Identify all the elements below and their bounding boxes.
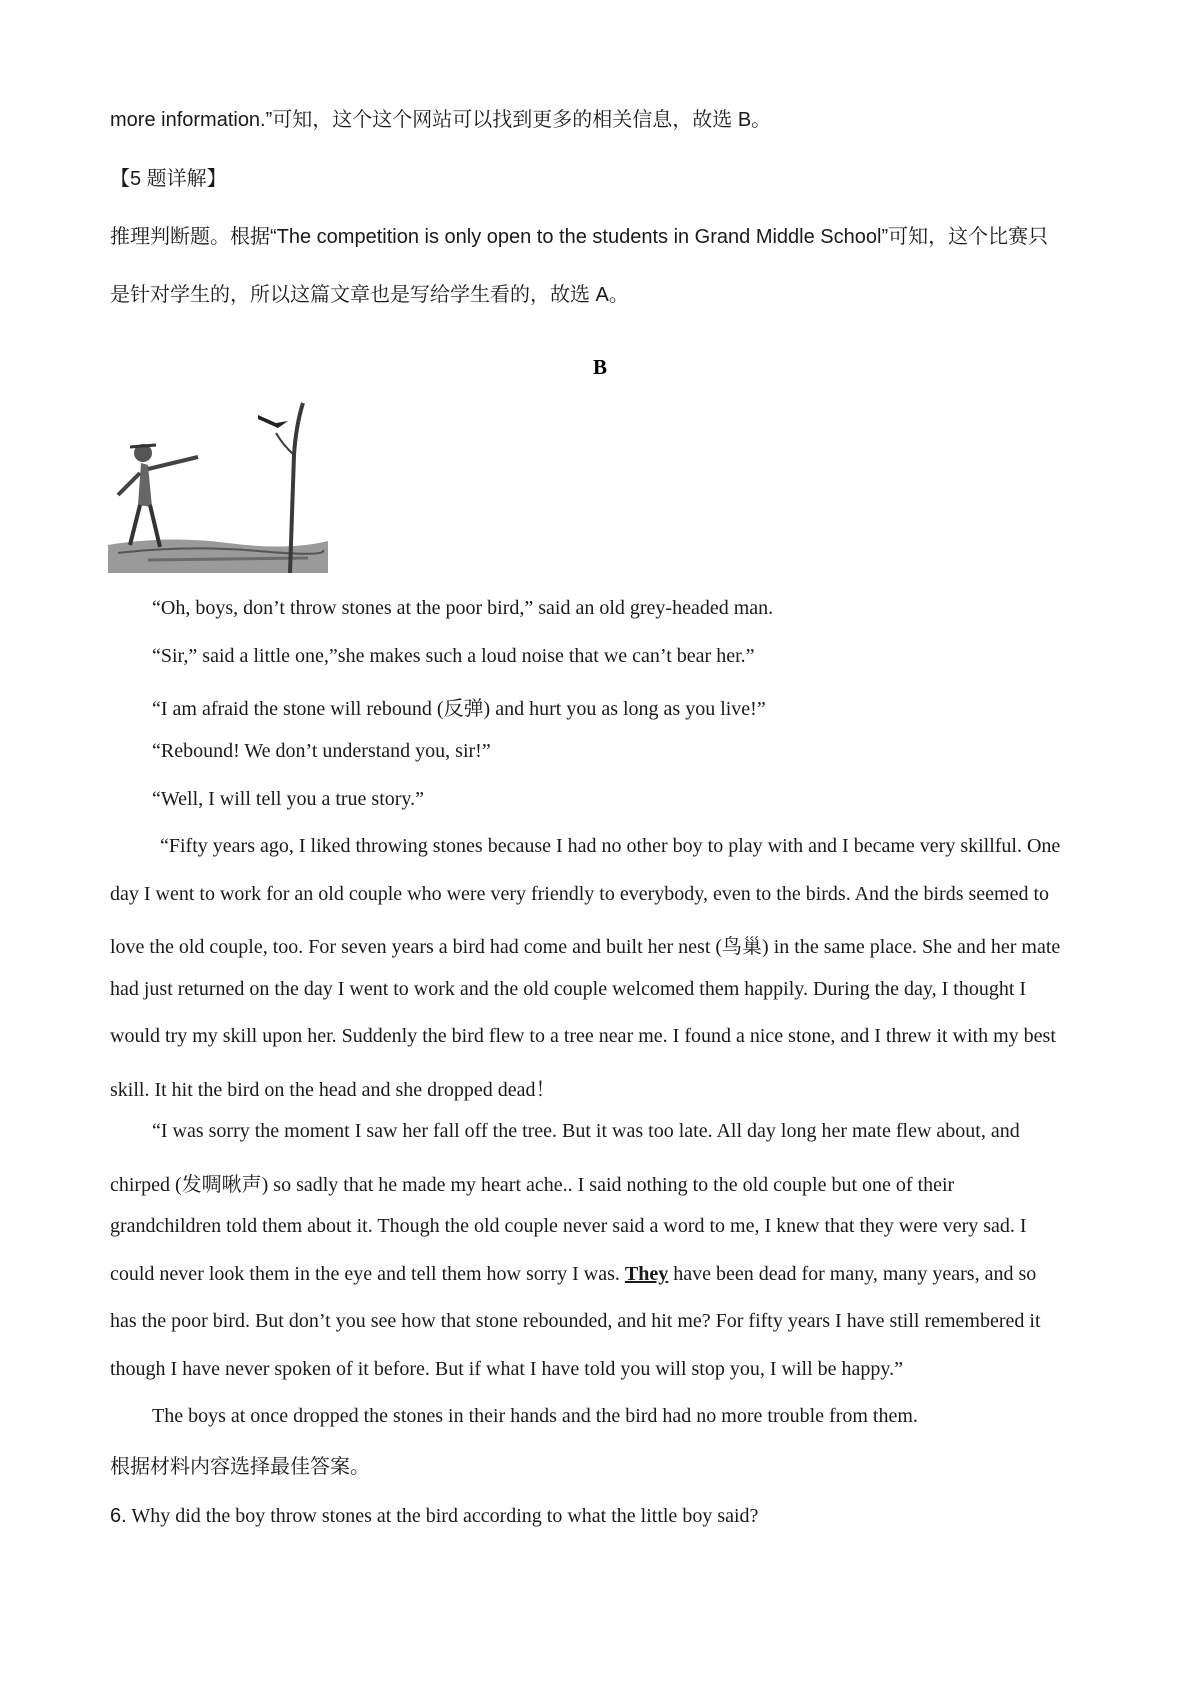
- passage-line: love the old couple, too. For seven years a bird had come and built her nest (鸟巢) in the same place. She and her mate: [110, 936, 1061, 958]
- passage-line: though I have never spoken of it before. But if what I have told you will stop you, I will be happy.”: [110, 1358, 903, 1380]
- passage-paragraph: The boys at once dropped the stones in their hands and the bird had no more trouble from them.: [152, 1405, 918, 1427]
- passage-line: chirped (发啁啾声) so sadly that he made my heart ache.. I said nothing to the old couple but one of their: [110, 1174, 955, 1196]
- passage-paragraph: “Well, I will tell you a true story.”: [152, 788, 425, 810]
- passage-line: has the poor bird. But don’t you see how that stone rebounded, and hit me? For fifty years I have still remembered it: [110, 1310, 1041, 1332]
- answer-text-line: 是针对学生的，所以这篇文章也是写给学生看的，故选 A。: [110, 284, 629, 306]
- passage-line: would try my skill upon her. Suddenly the bird flew to a tree near me. I found a nice stone, and I threw it with my best: [110, 1025, 1056, 1047]
- passage-line: skill. It hit the bird on the head and she dropped dead！: [110, 1079, 556, 1101]
- passage-line: had just returned on the day I went to work and the old couple welcomed them happily. During the day, I thought I: [110, 978, 1027, 1000]
- section-label: B: [592, 355, 607, 379]
- passage-line: “Fifty years ago, I liked throwing stones because I had no other boy to play with and I became very skillful. One: [160, 835, 1061, 857]
- passage-line: day I went to work for an old couple who were very friendly to everybody, even to the birds. And the birds seemed to: [110, 883, 1050, 905]
- question-5-header: 【5 题详解】: [110, 168, 227, 190]
- passage-line: [110, 1263, 1100, 1286]
- passage-paragraph: “Rebound! We don’t understand you, sir!”: [152, 740, 491, 762]
- passage-text: have been dead for many, many years, and so: [668, 1263, 1037, 1285]
- question-number: 6.: [110, 1505, 127, 1527]
- passage-text: could never look them in the eye and tell them how sorry I was.: [110, 1263, 625, 1285]
- answer-text-line: more information.”可知，这个这个网站可以找到更多的相关信息，故选 B。: [110, 109, 772, 131]
- underlined-word-they: They: [624, 1263, 669, 1285]
- boy-throwing-stone-illustration: [108, 395, 328, 573]
- answer-text-line: 推理判断题。根据“The competition is only open to the students in Grand Middle School”可知，这个比赛只: [110, 226, 1049, 248]
- question-6: [110, 1505, 1100, 1528]
- passage-line: grandchildren told them about it. Though the old couple never said a word to me, I knew that they were very sad. I: [110, 1215, 1027, 1237]
- question-text: Why did the boy throw stones at the bird according to what the little boy said?: [126, 1505, 759, 1527]
- passage-paragraph: “I am afraid the stone will rebound (反弹) and hurt you as long as you live!”: [152, 698, 766, 720]
- passage-paragraph: “Sir,” said a little one,”she makes such a loud noise that we can’t bear her.”: [152, 645, 755, 667]
- passage-paragraph: “Oh, boys, don’t throw stones at the poor bird,” said an old grey-headed man.: [152, 597, 774, 619]
- instruction-text: 根据材料内容选择最佳答案。: [110, 1456, 370, 1478]
- passage-line: “I was sorry the moment I saw her fall off the tree. But it was too late. All day long her mate flew about, and: [152, 1120, 1020, 1142]
